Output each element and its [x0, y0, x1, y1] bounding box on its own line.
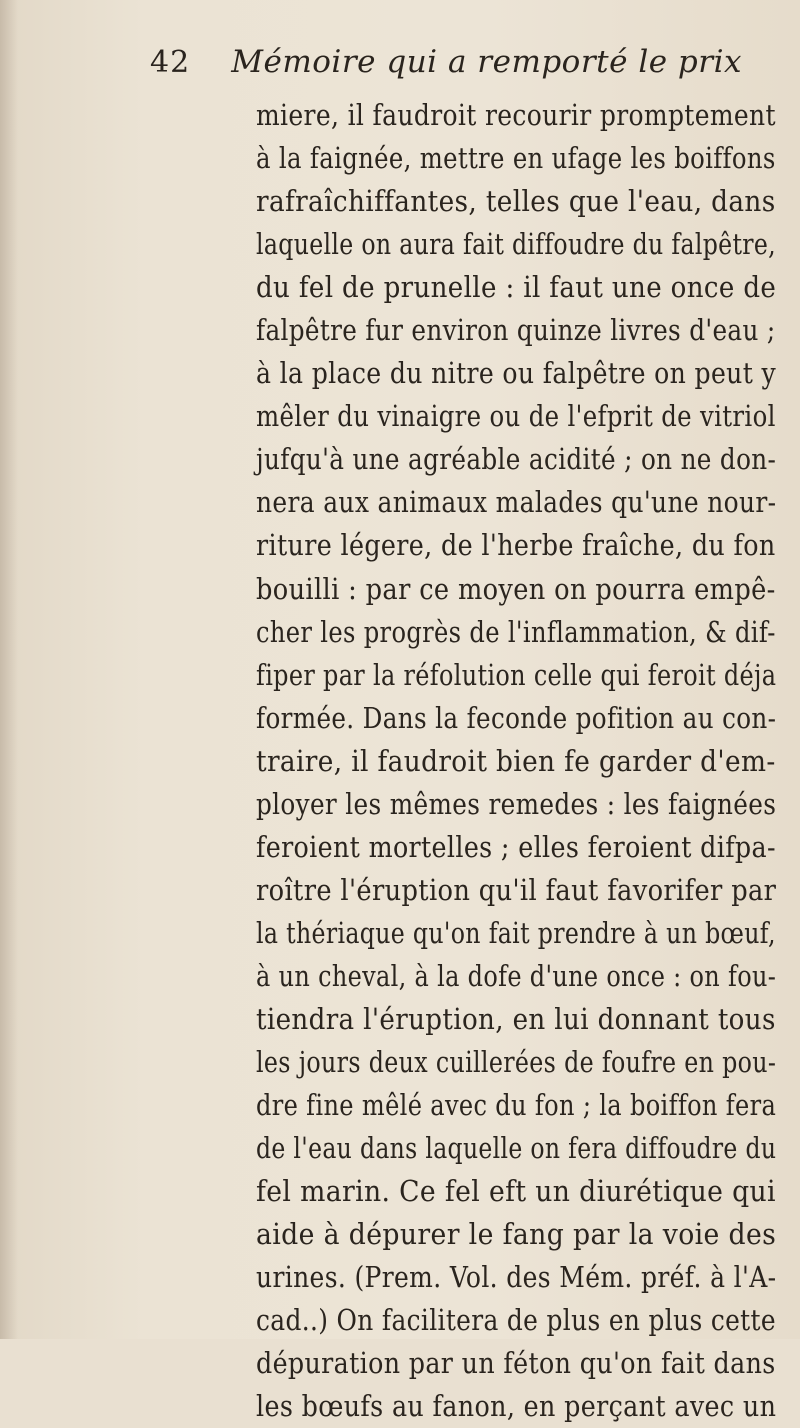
page-header [150, 44, 790, 92]
text-line: laquelle on aura fait diffoudre du falpêtre, [256, 227, 776, 262]
text-line: aide à dépurer le fang par la voie des [256, 1217, 777, 1252]
text-line: les bœufs au fanon, en perçant avec un [256, 1389, 777, 1424]
text-line: à la faignée, mettre en ufage les boiffons [256, 141, 776, 176]
text-line: la thériaque qu'on fait prendre à un bœuf, [256, 915, 776, 950]
text-line: cher les progrès de l'inflammation, & dif- [256, 614, 776, 649]
text-line: feroient mortelles ; elles feroient difpa- [256, 829, 776, 864]
running-title: Mémoire qui a remporté le prix [231, 44, 742, 80]
text-line: falpêtre fur environ quinze livres d'eau ; [256, 313, 776, 348]
text-line: à la place du nitre ou falpêtre on peut y [256, 356, 777, 391]
text-line: dre fine mêlé avec du fon ; la boiffon fera [256, 1088, 777, 1123]
text-line: roître l'éruption qu'il faut favorifer par [256, 872, 777, 907]
text-line: rafraîchiffantes, telles que l'eau, dans [256, 184, 776, 219]
text-line: fel marin. Ce fel eft un diurétique qui [256, 1174, 776, 1209]
text-line: mêler du vinaigre ou de l'efprit de vitriol [256, 399, 776, 434]
text-line: miere, il faudroit recourir promptement [256, 98, 776, 132]
text-line: ployer les mêmes remedes : les faignées [256, 786, 777, 821]
text-line: cad..) On facilitera de plus en plus cette [256, 1303, 776, 1338]
text-line: les jours deux cuillerées de foufre en pou- [256, 1045, 777, 1080]
text-line: formée. Dans la feconde pofition au con- [256, 700, 777, 735]
text-line: à un cheval, à la dofe d'une once : on fou- [256, 958, 777, 993]
text-line: urines. (Prem. Vol. des Mém. préf. à l'A- [256, 1260, 777, 1295]
text-line: bouilli : par ce moyen on pourra empê- [256, 571, 776, 606]
text-line: riture légere, de l'herbe fraîche, du fon [256, 528, 776, 563]
text-line: traire, il faudroit bien fe garder d'em- [256, 743, 776, 778]
text-line: dépuration par un féton qu'on fait dans [256, 1346, 776, 1381]
text-line: de l'eau dans laquelle on fera diffoudre du [256, 1131, 777, 1166]
page-number: 42 [150, 45, 191, 80]
text-line: jufqu'à une agréable acidité ; on ne don- [256, 442, 777, 477]
page-fold-shadow [0, 0, 18, 1339]
text-line: du fel de prunelle : il faut une once de [256, 270, 777, 305]
text-line: fiper par la réfolution celle qui feroit déja [256, 657, 777, 692]
text-line: nera aux animaux malades qu'une nour- [256, 485, 777, 520]
text-line: tiendra l'éruption, en lui donnant tous [256, 1001, 776, 1036]
body-text [256, 94, 796, 1428]
